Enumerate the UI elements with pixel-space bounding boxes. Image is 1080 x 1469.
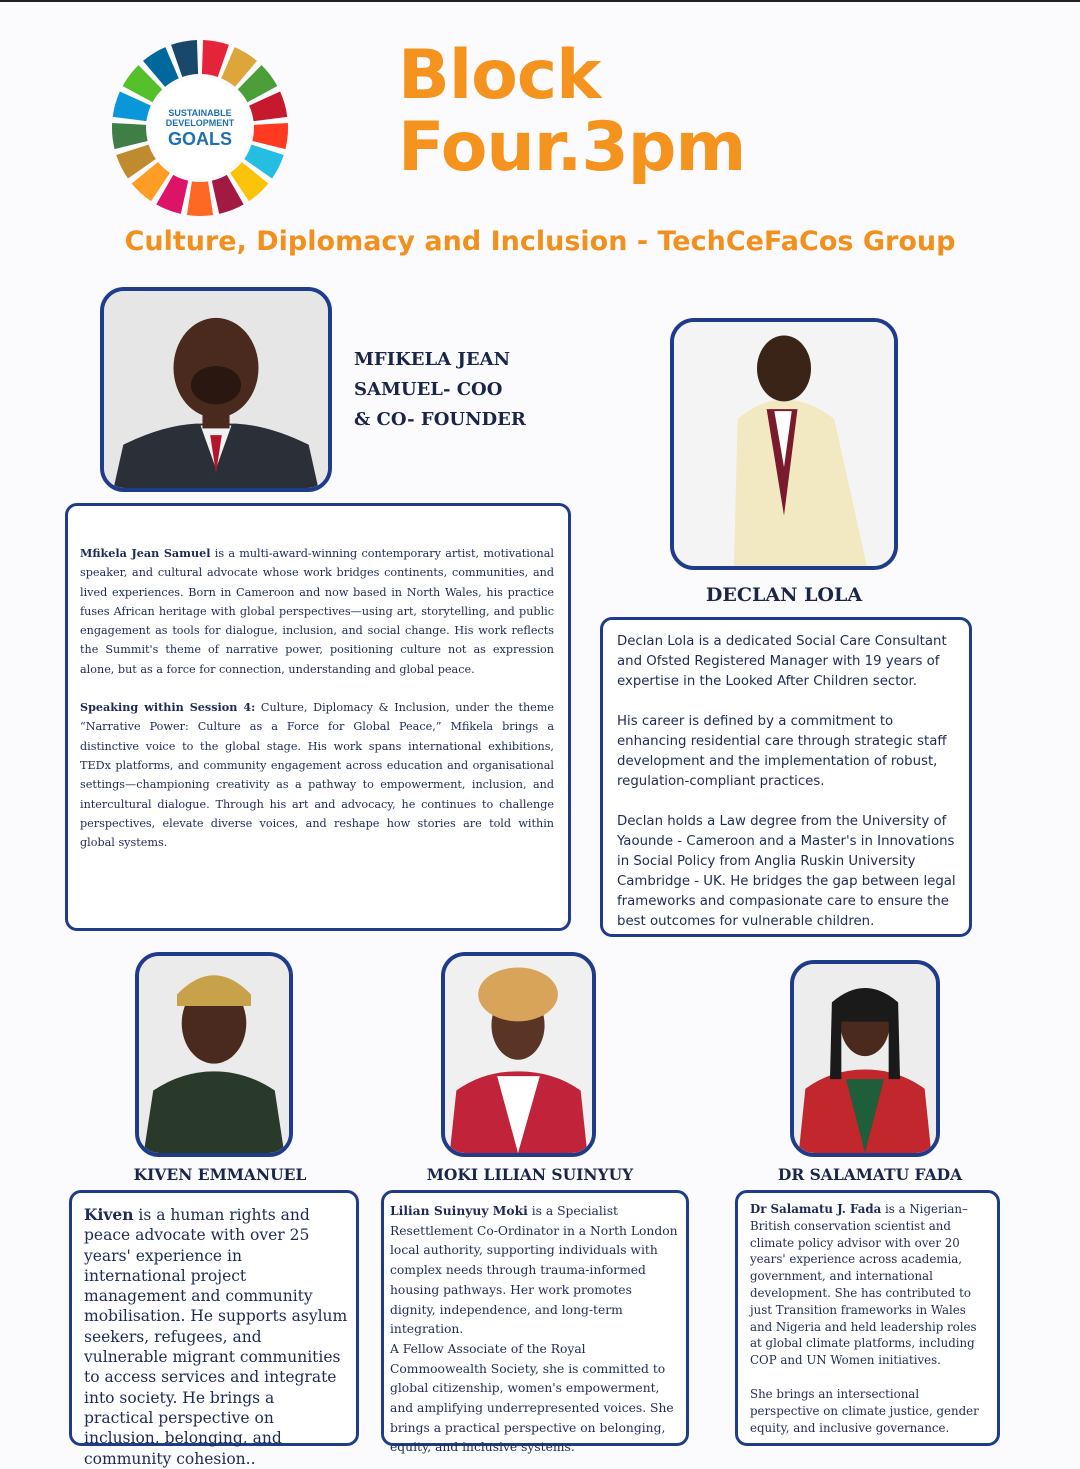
mfikela-bio-p2-text: Culture, Diplomacy & Inclusion, under the theme “Narrative Power: Culture as a Force for Global Peace,” Mfikela brings a distinctive voice to the global stage. His work spans international exhibitions, TEDx platforms, and community engagement across education and organisational settings—championing creativity as a pathway to empowerment, inclusion, and intercultural dialogue. Through his art and advocacy, he continues to challenge perspectives, elevate diverse voices, and reshape how stories are told within global systems. xyxy=(80,701,555,850)
sdg-logo xyxy=(110,38,290,218)
title-line-1: Block xyxy=(398,36,601,115)
moki-bio-p1 xyxy=(390,1201,678,1340)
declan-bio-p3: Declan holds a Law degree from the University of Yaounde - Cameroon and a Master's in Innovations in Social Policy from Anglia Ruskin University Cambridge - UK. He bridges the gap between legal frameworks and compasionate care to ensure the best outcomes for vulnerable children. xyxy=(617,814,956,929)
mfikela-photo xyxy=(100,287,332,492)
portrait-silhouette-icon xyxy=(104,291,328,488)
mfikela-name xyxy=(354,345,526,435)
declan-bio-p1: Declan Lola is a dedicated Social Care Consultant and Ofsted Registered Manager with 19 years of expertise in the Looked After Children sector. xyxy=(617,634,947,689)
title-line-2: Four.3pm xyxy=(398,108,746,187)
salamatu-bio-lead: Dr Salamatu J. Fada xyxy=(750,1202,882,1216)
mfikela-bio-lead: Mfikela Jean Samuel xyxy=(80,546,211,560)
kiven-bio-lead: Kiven xyxy=(84,1205,134,1224)
kiven-bio-p1 xyxy=(84,1205,348,1469)
moki-bio xyxy=(381,1190,689,1455)
mfikela-name-line-2: SAMUEL- COO xyxy=(354,379,503,400)
top-border xyxy=(0,0,1080,2)
sdg-text-2: DEVELOPMENT xyxy=(165,118,235,128)
sdg-wheel xyxy=(110,38,290,218)
session-subtitle: Culture, Diplomacy and Inclusion - TechCeFaCos Group xyxy=(124,226,956,257)
moki-bio-lead: Lilian Suinyuy Moki xyxy=(390,1203,528,1218)
salamatu-name: DR SALAMATU FADA xyxy=(777,1165,963,1184)
kiven-bio xyxy=(69,1190,359,1468)
declan-photo xyxy=(670,318,898,570)
salamatu-photo xyxy=(790,960,940,1157)
mfikela-bio-p1-text: is a multi-award-winning contemporary artist, motivational speaker, and cultural advocate whose work bridges continents, communities, and lived experiences. Born in Cameroon and now based in North Wales, his practice fuses African heritage with global perspectives—using art, storytelling, and public engagement as tools for dialogue, inclusion, and social change. His work reflects the Summit's theme of narrative power, positioning culture not as expression alone, but as a force for connection, understanding and global peace. xyxy=(80,547,554,676)
moki-bio-p2: A Fellow Associate of the Royal Commoowealth Society, she is committed to global citizenship, women's empowerment, and amplifying underrepresented voices. She brings a practical perspective on belonging, equity, and inclusive systems. xyxy=(390,1341,674,1455)
sdg-segment xyxy=(252,123,288,149)
moki-name: MOKI LILIAN SUINYUY xyxy=(426,1165,634,1184)
sdg-segment xyxy=(112,123,148,149)
kiven-bio-text: is a human rights and peace advocate with over 25 years' experience in international project management and community mobilisation. He supports asylum seekers, refugees, and vulnerable migrant communities to access services and integrate into society. He brings a practical perspective on inclusion, belonging, and community cohesion.. xyxy=(84,1206,348,1468)
salamatu-bio-text: is a Nigerian–British conservation scientist and climate policy advisor with over 20 years' experience across academia, government, and international development. She has contributed to just Transition frameworks in Wales and Nigeria and held leadership roles at global climate platforms, including COP and UN Women initiatives. xyxy=(750,1202,977,1368)
moki-photo xyxy=(441,952,596,1157)
mfikela-bio-p2 xyxy=(80,698,554,852)
sdg-segment xyxy=(187,181,213,216)
mfikela-bio xyxy=(65,503,571,931)
mfikela-bio-p1 xyxy=(80,544,554,679)
kiven-photo xyxy=(135,952,293,1157)
mfikela-name-line-1: MFIKELA JEAN xyxy=(354,349,511,370)
sdg-text-1: SUSTAINABLE xyxy=(168,108,232,118)
salamatu-bio-p2: She brings an intersectional perspective on climate justice, gender equity, and inclusive governance. xyxy=(750,1386,979,1435)
mfikela-bio-p2-lead: Speaking within Session 4: xyxy=(80,700,256,715)
portrait-silhouette-icon xyxy=(674,322,894,566)
portrait-silhouette-icon xyxy=(794,964,936,1153)
salamatu-bio-p1 xyxy=(750,1201,989,1369)
salamatu-bio xyxy=(735,1190,1000,1446)
portrait-silhouette-icon xyxy=(445,956,592,1153)
mfikela-name-line-3: & CO- FOUNDER xyxy=(354,409,526,430)
page-title xyxy=(398,36,746,187)
declan-name: DECLAN LOLA xyxy=(705,584,863,606)
declan-bio-p2: His career is defined by a commitment to enhancing residential care through strategic staff development and the implementation of robust, regulation-compliant practices. xyxy=(617,714,947,789)
sdg-text-3: GOALS xyxy=(167,129,233,149)
moki-bio-text: is a Specialist Resettlement Co-Ordinator in a North London local authority, supporting individuals with complex needs through trauma-informed housing pathways. Her work promotes dignity, independence, and long-term integration. xyxy=(390,1204,678,1337)
kiven-name: KIVEN EMMANUEL xyxy=(133,1165,307,1184)
declan-bio xyxy=(600,617,972,937)
portrait-silhouette-icon xyxy=(139,956,289,1153)
